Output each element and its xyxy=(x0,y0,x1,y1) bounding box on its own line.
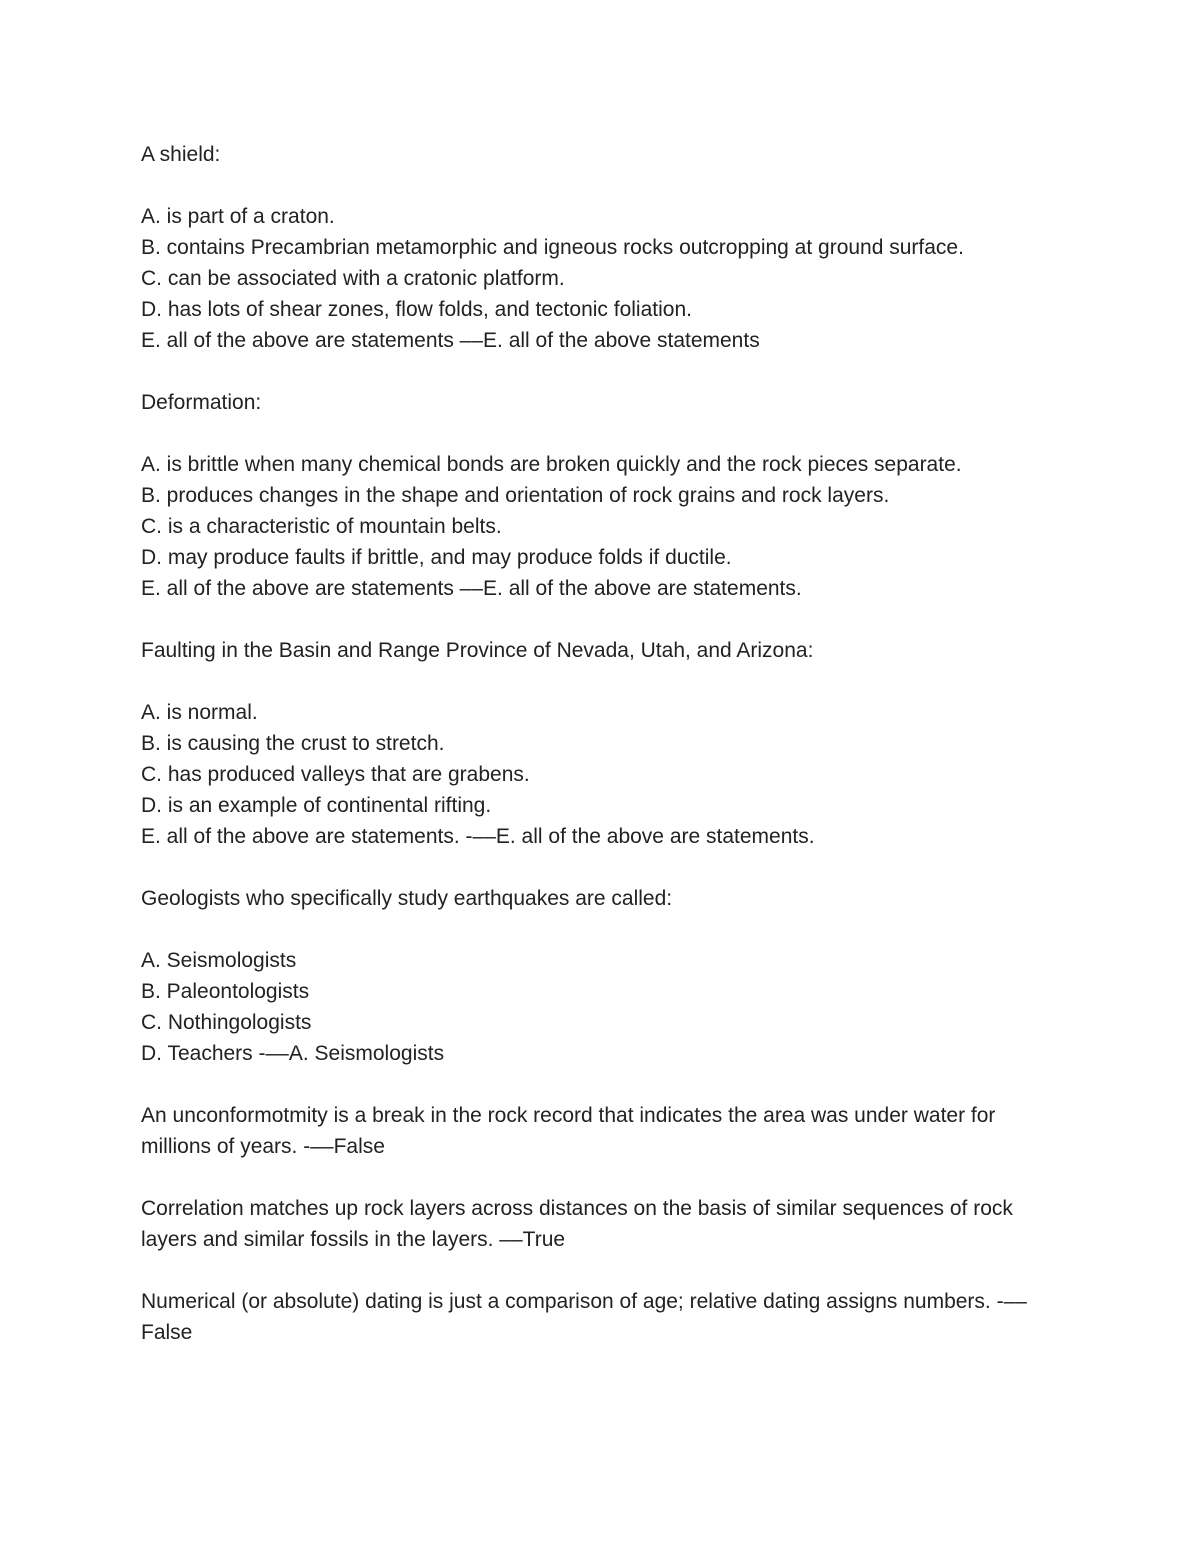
option-a: A. is part of a craton. xyxy=(141,205,335,228)
option-c: C. Nothingologists xyxy=(141,1011,312,1034)
option-e: E. all of the above are statements ––E. all of the above are statements. xyxy=(141,577,802,600)
question-text: A shield: xyxy=(141,143,221,166)
statement-text: Numerical (or absolute) dating is just a comparison of age; relative dating assigns numbers. -––False xyxy=(141,1290,1027,1344)
question-text: Faulting in the Basin and Range Province of Nevada, Utah, and Arizona: xyxy=(141,639,814,662)
option-b: B. produces changes in the shape and orientation of rock grains and rock layers. xyxy=(141,484,890,507)
question-prompt xyxy=(141,883,1061,914)
option-a: A. is brittle when many chemical bonds are broken quickly and the rock pieces separate. xyxy=(141,453,962,476)
option-c: C. has produced valleys that are grabens. xyxy=(141,763,530,786)
question-prompt xyxy=(141,635,1061,666)
option-e: E. all of the above are statements. -––E. all of the above are statements. xyxy=(141,825,815,848)
question-prompt xyxy=(141,387,1061,418)
true-false-statement xyxy=(141,1100,1061,1162)
option-e: E. all of the above are statements ––E. all of the above statements xyxy=(141,329,760,352)
document-page xyxy=(141,139,1061,1348)
statement-text: An unconformotmity is a break in the rock record that indicates the area was under water for millions of years. -––False xyxy=(141,1104,996,1158)
option-a: A. Seismologists xyxy=(141,949,297,972)
option-d: D. Teachers -––A. Seismologists xyxy=(141,1042,445,1065)
option-c: C. can be associated with a cratonic platform. xyxy=(141,267,565,290)
question-text: Geologists who specifically study earthquakes are called: xyxy=(141,887,673,910)
option-b: B. is causing the crust to stretch. xyxy=(141,732,445,755)
option-d: D. has lots of shear zones, flow folds, and tectonic foliation. xyxy=(141,298,692,321)
true-false-statement xyxy=(141,1286,1061,1348)
true-false-statement xyxy=(141,1193,1061,1255)
option-b: B. contains Precambrian metamorphic and igneous rocks outcropping at ground surface. xyxy=(141,236,964,259)
option-d: D. may produce faults if brittle, and may produce folds if ductile. xyxy=(141,546,732,569)
option-c: C. is a characteristic of mountain belts. xyxy=(141,515,502,538)
question-text: Deformation: xyxy=(141,391,262,414)
question-prompt xyxy=(141,139,1061,170)
answer-options xyxy=(141,449,1061,604)
answer-options xyxy=(141,945,1061,1069)
option-d: D. is an example of continental rifting. xyxy=(141,794,492,817)
statement-text: Correlation matches up rock layers across distances on the basis of similar sequences of rock layers and similar fossils in the layers. ––True xyxy=(141,1197,1013,1251)
answer-options xyxy=(141,697,1061,852)
option-b: B. Paleontologists xyxy=(141,980,310,1003)
option-a: A. is normal. xyxy=(141,701,258,724)
answer-options xyxy=(141,201,1061,356)
